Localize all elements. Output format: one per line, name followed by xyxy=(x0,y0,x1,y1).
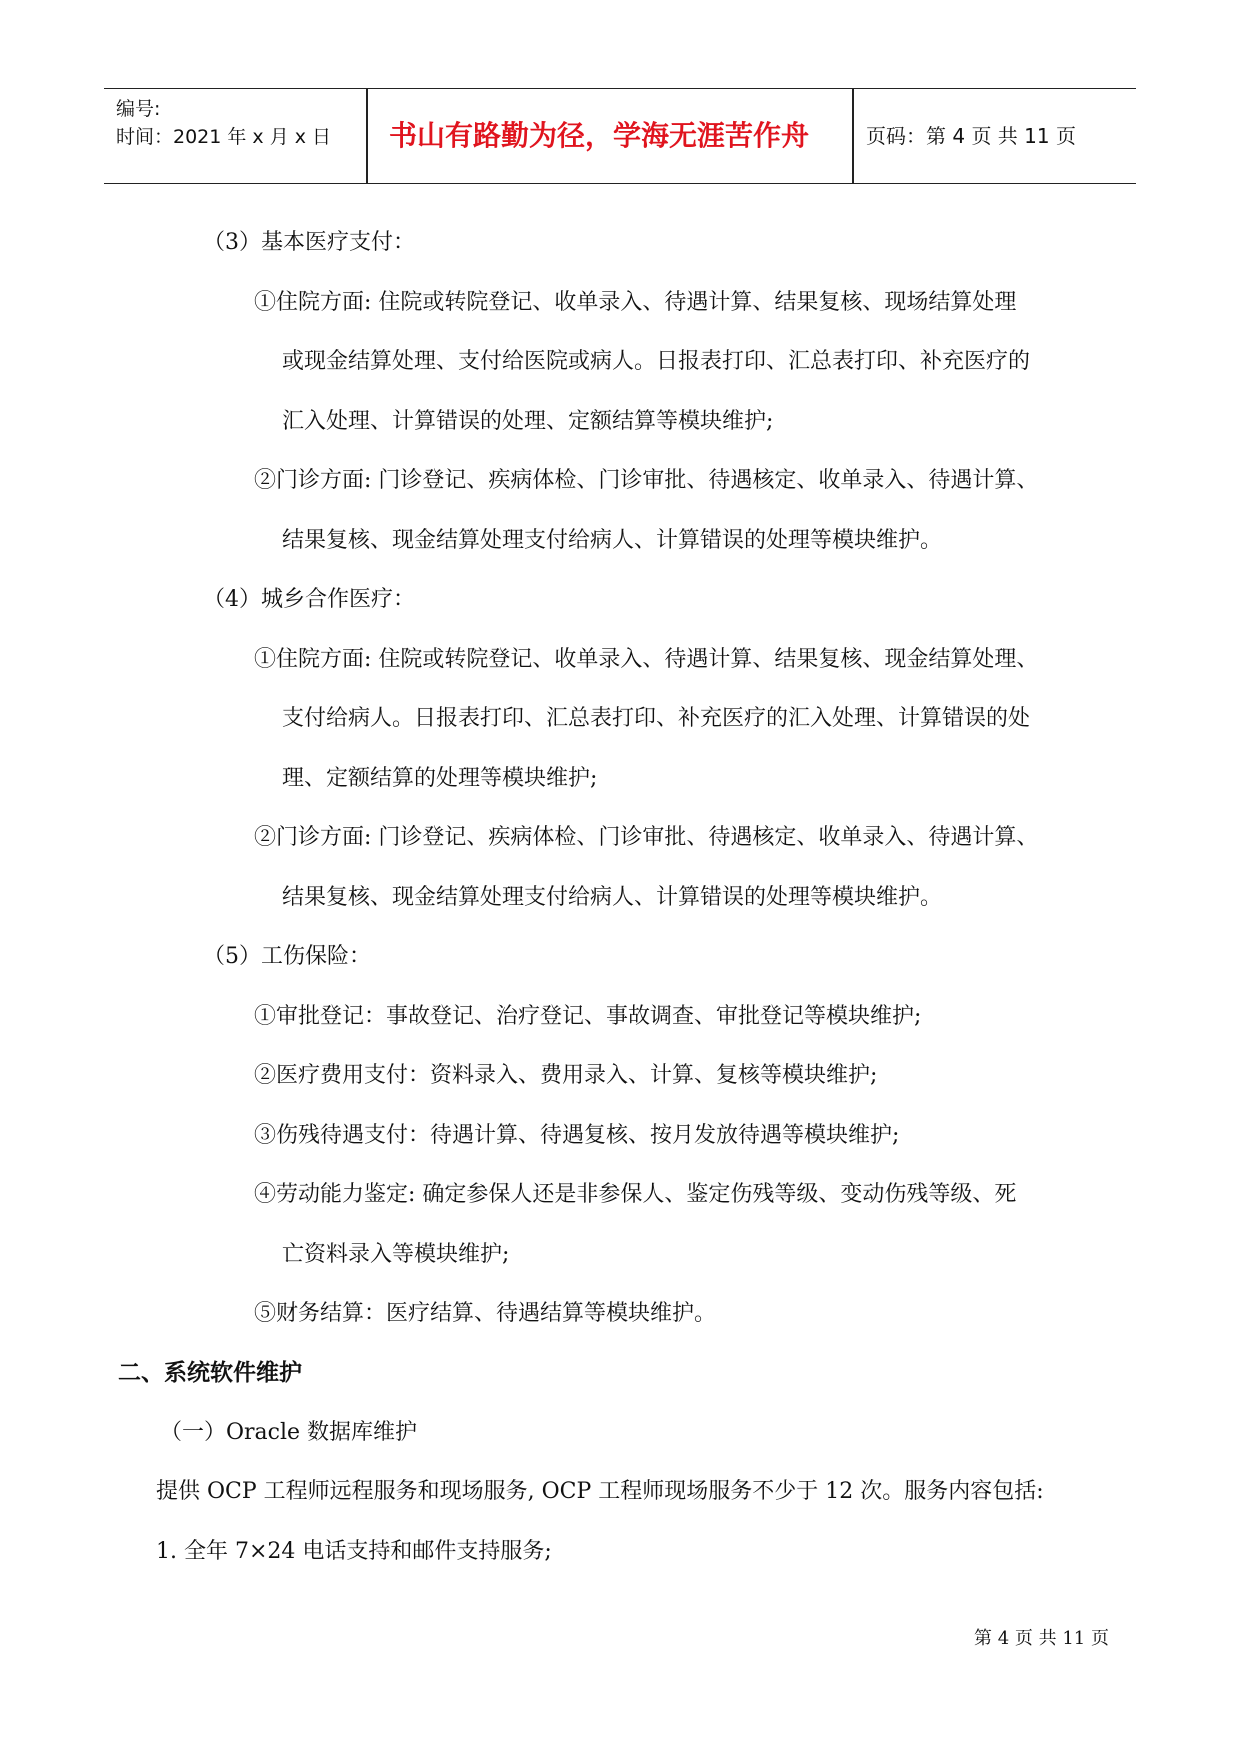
document-number-label: 编号: xyxy=(116,98,161,120)
header-meta xyxy=(116,95,331,151)
paragraph-line: ③伤残待遇支付：待遇计算、待遇复核、按月发放待遇等模块维护; xyxy=(254,1123,900,1148)
paragraph-line: 结果复核、现金结算处理支付给病人、计算错误的处理等模块维护。 xyxy=(282,885,943,910)
paragraph-line: 或现金结算处理、支付给医院或病人。日报表打印、汇总表打印、补充医疗的 xyxy=(282,349,1031,374)
paragraph-line: ②医疗费用支付：资料录入、费用录入、计算、复核等模块维护; xyxy=(254,1063,878,1088)
subsection-heading-oracle: （一）Oracle 数据库维护 xyxy=(160,1420,418,1445)
paragraph-line: ②门诊方面: 门诊登记、疾病体检、门诊审批、待遇核定、收单录入、待遇计算、 xyxy=(254,468,1039,493)
section-heading-system-software: 二、系统软件维护 xyxy=(118,1360,302,1386)
paragraph-line: 汇入处理、计算错误的处理、定额结算等模块维护; xyxy=(282,409,774,434)
paragraph-line: ⑤财务结算：医疗结算、待遇结算等模块维护。 xyxy=(254,1301,717,1326)
paragraph-line: ①住院方面: 住院或转院登记、收单录入、待遇计算、结果复核、现金结算处理、 xyxy=(254,647,1039,672)
section-heading-basic-medical: （3）基本医疗支付： xyxy=(203,230,415,255)
section-heading-rural-medical: （4）城乡合作医疗： xyxy=(203,587,415,612)
paragraph-line: 亡资料录入等模块维护; xyxy=(282,1242,510,1267)
paragraph-line: 提供 OCP 工程师远程服务和现场服务, OCP 工程师现场服务不少于 12 次。服务内容包括: xyxy=(156,1479,1044,1504)
paragraph-line: ④劳动能力鉴定: 确定参保人还是非参保人、鉴定伤残等级、变动伤残等级、死 xyxy=(254,1182,1017,1207)
paragraph-line: ①住院方面: 住院或转院登记、收单录入、待遇计算、结果复核、现场结算处理 xyxy=(254,290,1017,315)
paragraph-line: ②门诊方面: 门诊登记、疾病体检、门诊审批、待遇核定、收单录入、待遇计算、 xyxy=(254,825,1039,850)
header-divider xyxy=(852,89,854,183)
paragraph-line: ①审批登记：事故登记、治疗登记、事故调查、审批登记等模块维护; xyxy=(254,1004,922,1029)
header-page-number: 页码：第 4 页 共 11 页 xyxy=(866,124,1076,148)
section-heading-work-injury: （5）工伤保险： xyxy=(203,944,371,969)
header-motto: 书山有路勤为径，学海无涯苦作舟 xyxy=(388,119,809,152)
document-time-label: 时间：2021 年 x 月 x 日 xyxy=(116,126,332,148)
list-item: 1. 全年 7×24 电话支持和邮件支持服务; xyxy=(156,1539,552,1564)
paragraph-line: 结果复核、现金结算处理支付给病人、计算错误的处理等模块维护。 xyxy=(282,528,943,553)
paragraph-line: 理、定额结算的处理等模块维护; xyxy=(282,766,598,791)
paragraph-line: 支付给病人。日报表打印、汇总表打印、补充医疗的汇入处理、计算错误的处 xyxy=(282,706,1031,731)
page-header xyxy=(104,88,1136,184)
footer-page-number: 第 4 页 共 11 页 xyxy=(974,1628,1109,1649)
